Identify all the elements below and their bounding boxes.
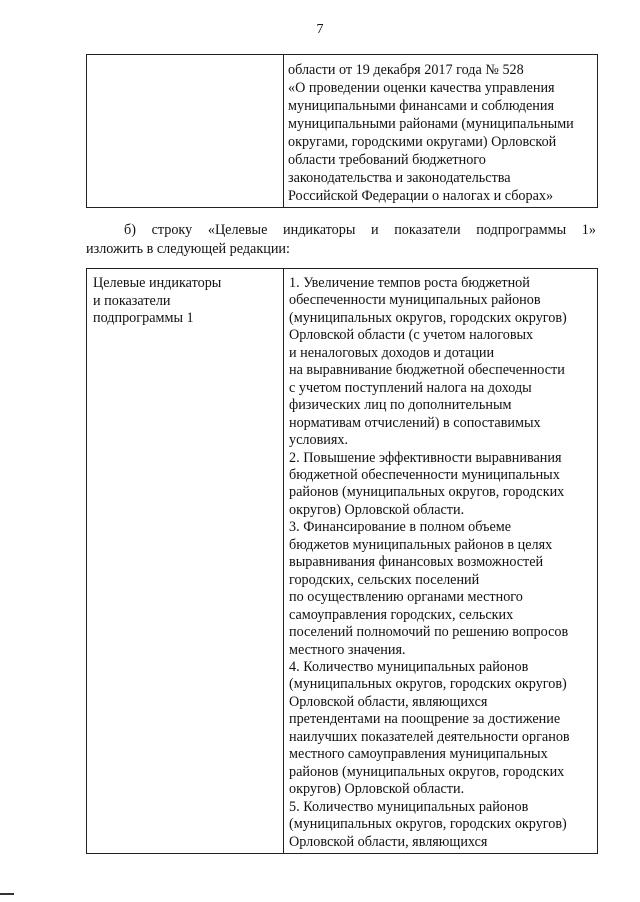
table-row [87, 55, 598, 208]
text-line: муниципальными финансами и соблюдения [288, 98, 554, 114]
text-line: области требований бюджетного [288, 152, 486, 168]
text-line: (муниципальных округов, городских округов) [289, 309, 567, 326]
top-table-right-cell [284, 55, 598, 208]
text-line: наилучших показателей деятельности органов [289, 728, 570, 745]
paragraph-line: б) строку «Целевые индикаторы и показатели подпрограммы 1» [124, 222, 596, 238]
top-table-left-cell [87, 55, 284, 208]
indicator-list [284, 269, 597, 851]
text-line: 1. Увеличение темпов роста бюджетной [289, 275, 530, 291]
text-line: (муниципальных округов, городских округов) [289, 676, 567, 693]
text-line: районов (муниципальных округов, городских [289, 763, 565, 780]
paragraph-line: изложить в следующей редакции: [86, 240, 290, 257]
top-table [86, 54, 598, 208]
text-line: районов (муниципальных округов, городских [289, 484, 565, 501]
text-line: 4. Количество муниципальных районов [289, 658, 529, 675]
text-line: городских, сельских поселений [289, 571, 480, 588]
top-table-right-text [284, 55, 597, 207]
table-row [87, 269, 598, 854]
text-line: Орловской области, являющихся [289, 693, 488, 710]
text-line: нормативам отчислений) в сопоставимых [289, 414, 541, 431]
text-line: бюджетной обеспеченности муниципальных [289, 466, 560, 483]
text-line: области от 19 декабря 2017 года № 528 [288, 62, 524, 78]
text-line: округов) Орловской области. [289, 501, 465, 518]
text-line: Орловской области (с учетом налоговых [289, 327, 534, 344]
text-line: бюджетов муниципальных районов в целях [289, 536, 553, 553]
text-line: 5. Количество муниципальных районов [289, 798, 529, 815]
text-line: «О проведении оценки качества управления [288, 80, 555, 96]
page-number: 7 [316, 22, 324, 37]
text-line: претендентами на поощрение за достижение [289, 711, 561, 728]
text-line: Целевые индикаторы [93, 275, 222, 291]
body-paragraph [86, 221, 596, 258]
text-line: округов) Орловской области. [289, 781, 465, 798]
text-line: 3. Финансирование в полном объеме [289, 519, 512, 536]
text-line: обеспеченности муниципальных районов [289, 292, 541, 309]
text-line: с учетом поступлений налога на доходы [289, 379, 532, 396]
text-line: и неналоговых доходов и дотации [289, 344, 495, 361]
text-line: (муниципальных округов, городских округов) [289, 816, 567, 833]
text-line: поселений полномочий по решению вопросов [289, 624, 569, 641]
text-line: законодательства и законодательства [288, 170, 511, 186]
text-line: 2. Повышение эффективности выравнивания [289, 449, 562, 466]
text-line: Российской Федерации о налогах и сборах» [288, 188, 554, 204]
main-table [86, 268, 598, 854]
text-line: выравнивания финансовых возможностей [289, 554, 544, 571]
text-line: на выравнивание бюджетной обеспеченности [289, 362, 565, 379]
text-line: подпрограммы 1 [93, 310, 194, 326]
main-table-left-cell [87, 269, 284, 854]
text-line: и показатели [93, 292, 171, 309]
text-line: округами, городскими округами) Орловской [288, 134, 557, 150]
text-line: физических лиц по дополнительным [289, 397, 512, 414]
text-line: муниципальными районами (муниципальными [288, 116, 574, 132]
text-line: по осуществлению органами местного [289, 589, 523, 606]
main-table-right-cell [284, 269, 598, 854]
text-line: местного самоуправления муниципальных [289, 746, 548, 763]
text-line: местного значения. [289, 641, 406, 658]
indicator-heading [87, 269, 283, 328]
scan-edge-mark [0, 893, 14, 895]
text-line: условиях. [289, 432, 349, 449]
text-line: Орловской области, являющихся [289, 833, 488, 850]
text-line: самоуправления городских, сельских [289, 606, 514, 623]
